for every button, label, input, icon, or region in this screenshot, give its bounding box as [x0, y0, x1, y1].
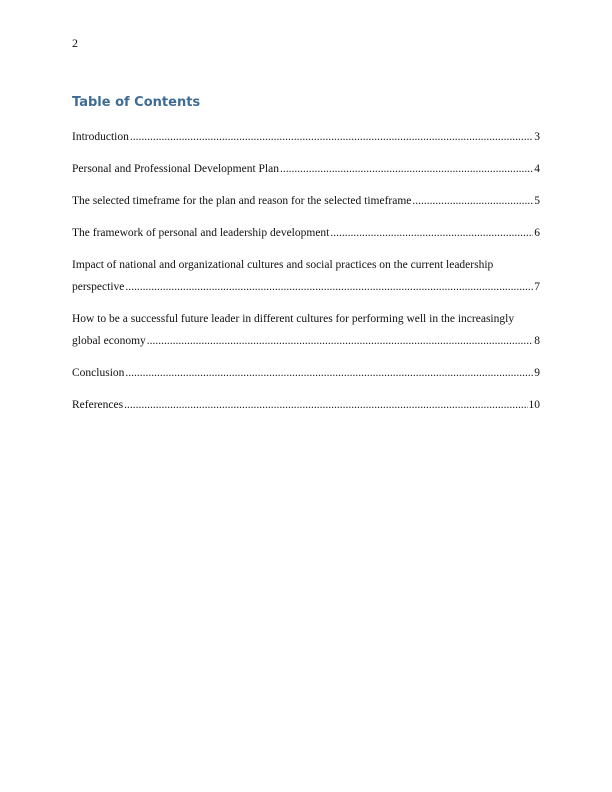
dot-leader: [125, 276, 533, 298]
toc-link[interactable]: [72, 126, 540, 148]
toc-entry-introduction[interactable]: [72, 126, 540, 148]
dot-leader: [124, 394, 527, 416]
dot-leader: [147, 330, 533, 352]
toc-link[interactable]: [72, 394, 540, 416]
toc-entry-references[interactable]: [72, 394, 540, 416]
toc-link[interactable]: [72, 362, 540, 384]
toc-entry-future-leader[interactable]: [72, 308, 540, 352]
toc-page-number: 10: [528, 399, 540, 411]
toc-link[interactable]: [72, 222, 540, 244]
toc-entry-title-line-2: perspective: [72, 281, 125, 293]
toc-link[interactable]: [72, 308, 540, 352]
toc-page-number: 6: [534, 227, 540, 239]
toc-entry-title: Introduction: [72, 131, 129, 143]
dot-leader: [125, 362, 533, 384]
dot-leader: [280, 158, 533, 180]
toc-link[interactable]: [72, 254, 540, 298]
toc-entry-development-plan[interactable]: [72, 158, 540, 180]
toc-page-number: 5: [534, 195, 540, 207]
toc-page-number: 9: [534, 367, 540, 379]
toc-entry-title: The selected timeframe for the plan and reason for the selected timeframe: [72, 195, 412, 207]
toc-list: [72, 126, 540, 426]
toc-title: Table of Contents: [72, 95, 201, 110]
toc-entry-title: The framework of personal and leadership development: [72, 227, 330, 239]
toc-entry-conclusion[interactable]: [72, 362, 540, 384]
toc-page-number: 8: [534, 335, 540, 347]
toc-link[interactable]: [72, 158, 540, 180]
dot-leader: [330, 222, 533, 244]
toc-entry-framework[interactable]: [72, 222, 540, 244]
toc-entry-title-line-1: How to be a successful future leader in different cultures for performing well in the increasingly: [72, 313, 515, 325]
toc-page-number: 4: [534, 163, 540, 175]
toc-entry-title: Personal and Professional Development Plan: [72, 163, 279, 175]
toc-entry-timeframe[interactable]: [72, 190, 540, 212]
toc-entry-cultural-impact[interactable]: [72, 254, 540, 298]
toc-entry-title: Conclusion: [72, 367, 125, 379]
dot-leader: [412, 190, 533, 212]
page-number: 2: [72, 36, 78, 50]
toc-entry-title-line-2: global economy: [72, 335, 146, 347]
toc-link[interactable]: [72, 190, 540, 212]
toc-page-number: 3: [534, 131, 540, 143]
toc-page-number: 7: [534, 281, 540, 293]
dot-leader: [130, 126, 533, 148]
toc-entry-title-line-1: Impact of national and organizational cultures and social practices on the current leadership: [72, 259, 494, 271]
toc-entry-title: References: [72, 399, 124, 411]
